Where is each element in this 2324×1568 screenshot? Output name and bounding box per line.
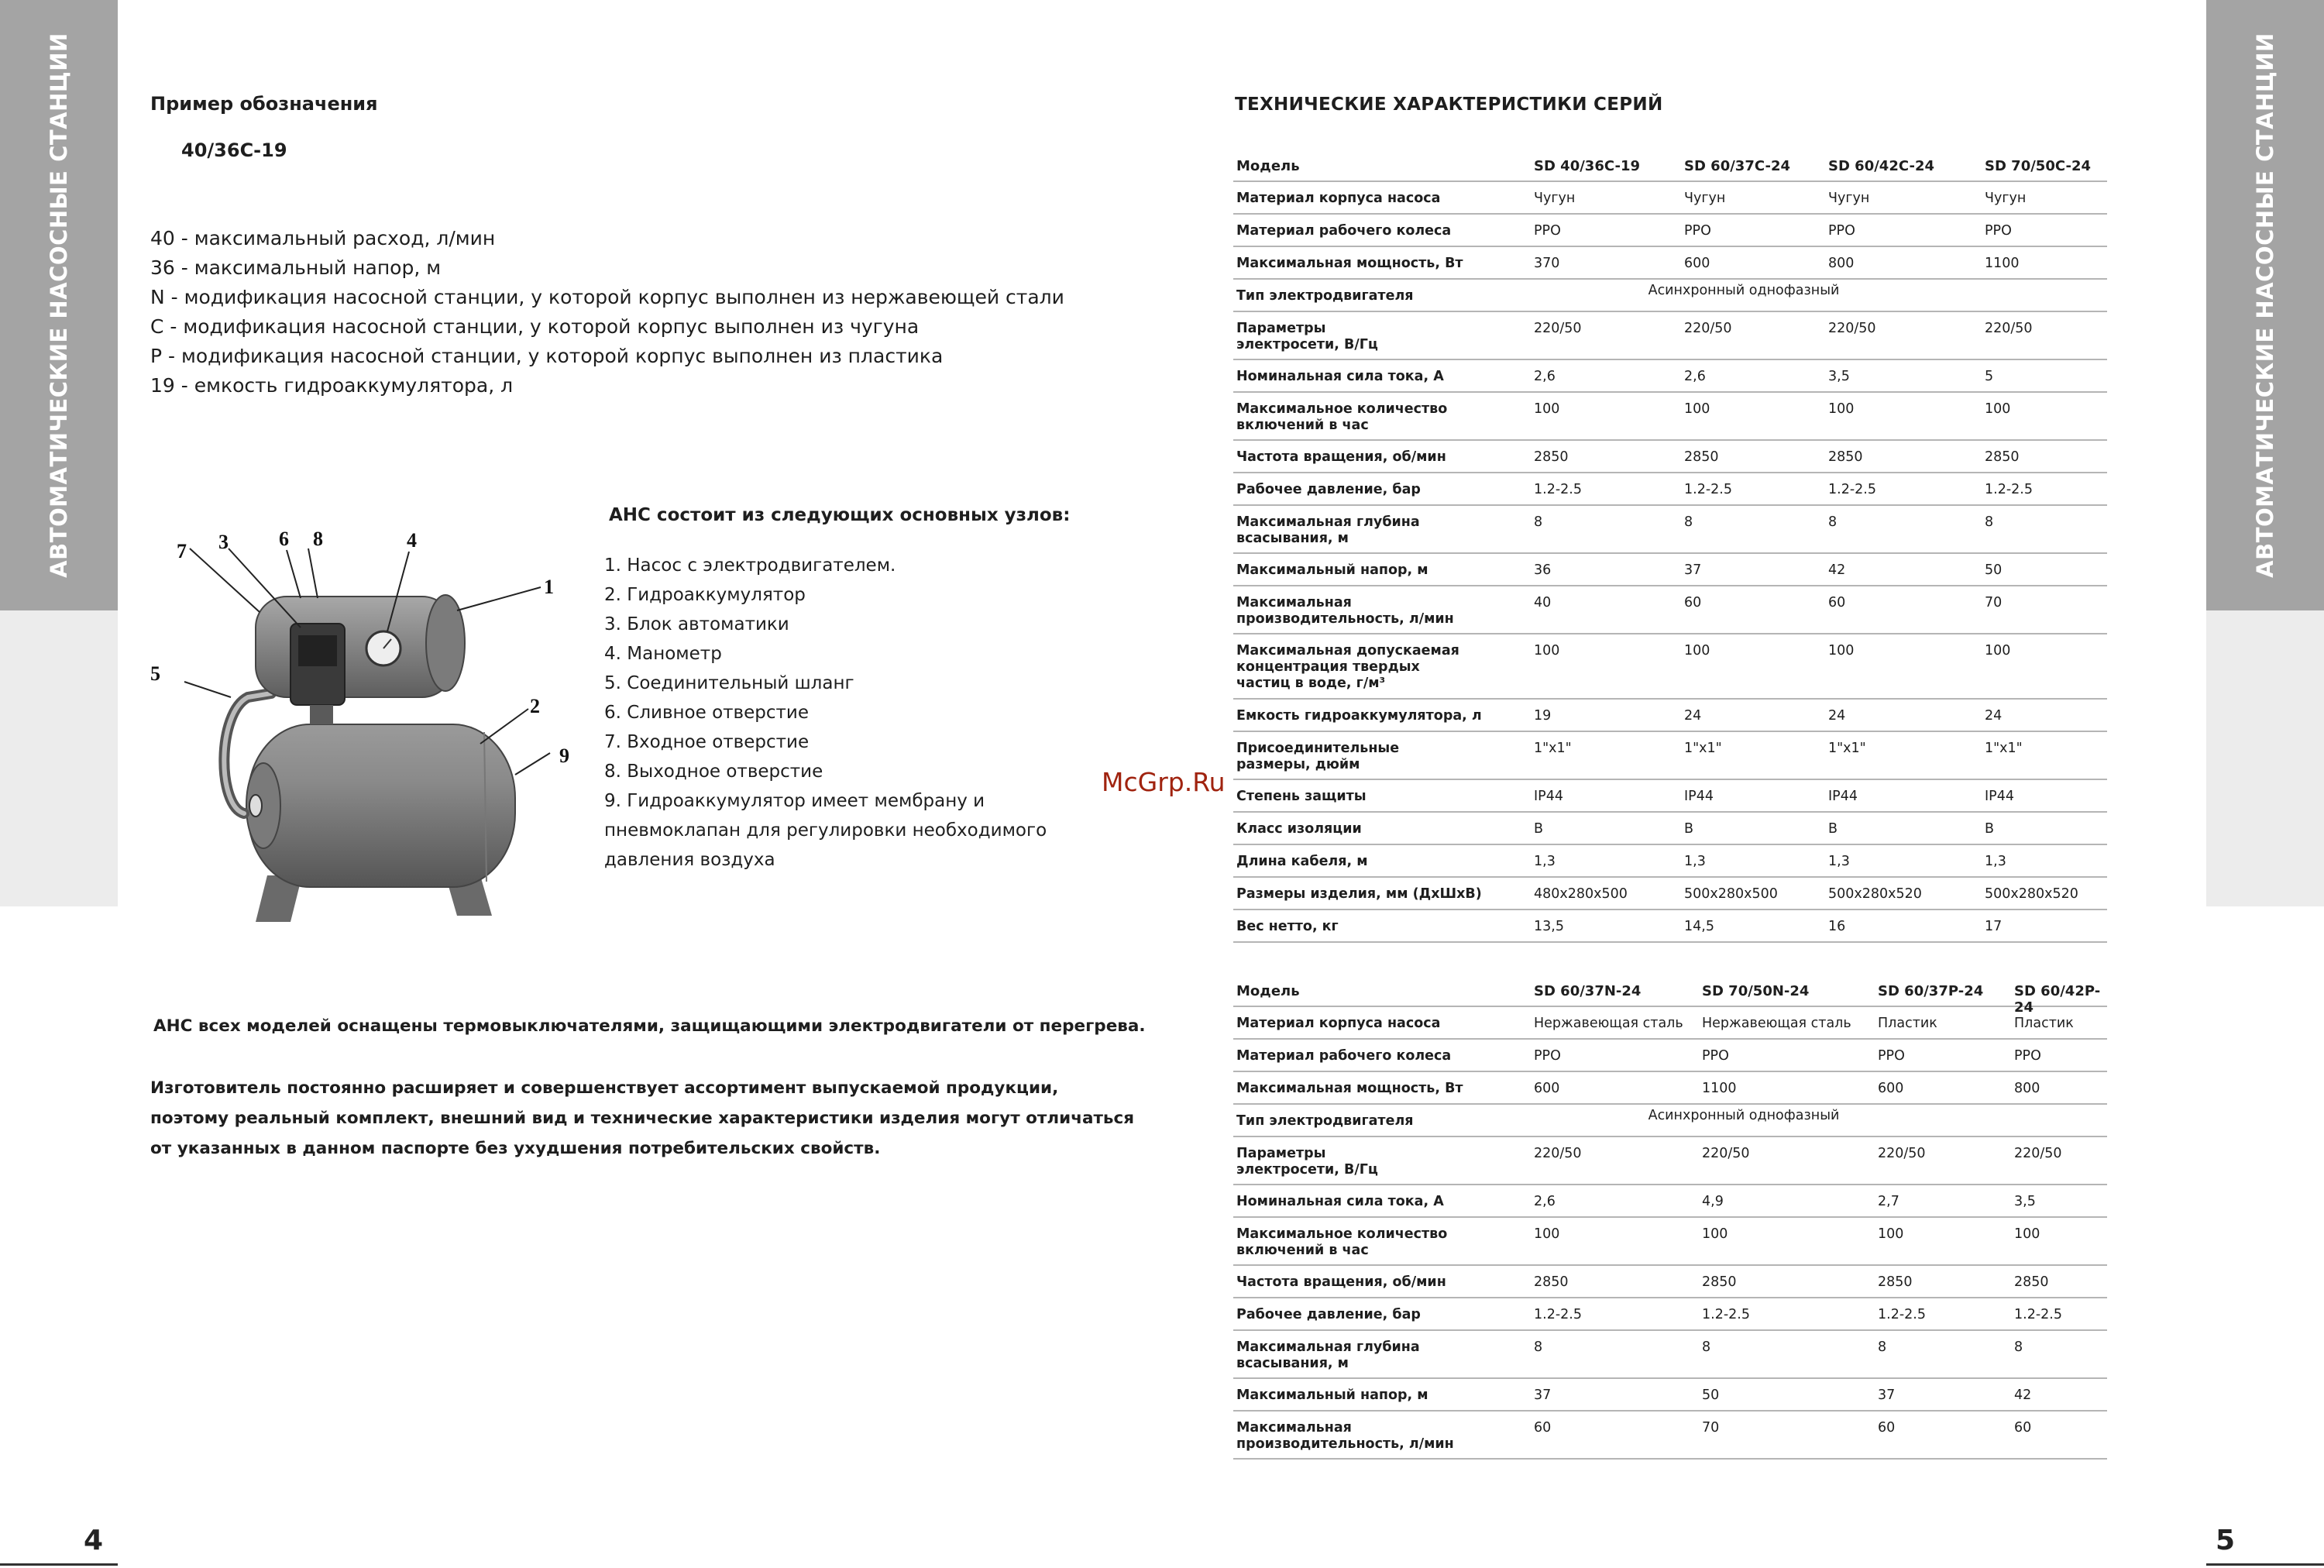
manufacturer-note-line: поэтому реальный комплект, внешний вид и технические характеристики изделия могут отличаться [150, 1109, 1135, 1128]
row-label-line: Номинальная сила тока, А [1236, 1194, 1444, 1209]
row-value: 2850 [1702, 1274, 1737, 1290]
row-value: 8 [1702, 1339, 1711, 1355]
row-value: 2850 [1828, 449, 1863, 465]
pump-station-diagram [132, 511, 581, 945]
row-label [1236, 1048, 1523, 1064]
row-value: 100 [1534, 643, 1560, 658]
row-value: 40 [1534, 595, 1552, 610]
table-row [1233, 1105, 2107, 1137]
row-value: 1"x1" [1985, 741, 2023, 756]
row-label-line: Максимальная [1236, 595, 1352, 610]
row-value: 600 [1684, 256, 1710, 271]
row-value: Чугун [1828, 191, 1870, 206]
table-row [1233, 215, 2107, 247]
row-label-line: Максимальная глубина [1236, 514, 1420, 530]
table-row [1233, 393, 2107, 441]
row-value: 600 [1534, 1081, 1560, 1096]
callout-3: 3 [218, 531, 229, 553]
row-value: 100 [1878, 1226, 1904, 1242]
row-value: PPO [2014, 1048, 2041, 1064]
row-value: PPO [1534, 223, 1561, 239]
row-label-line: Номинальная сила тока, А [1236, 369, 1444, 384]
row-value: 14,5 [1684, 919, 1714, 934]
callout-9: 9 [559, 744, 569, 767]
thermal-protection-note: АНС всех моделей оснащены термовыключателями, защищающими электродвигатели от перегрева. [153, 1016, 1146, 1036]
row-value: 36 [1534, 562, 1552, 578]
row-value: PPO [1878, 1048, 1905, 1064]
row-value: B [1828, 821, 1838, 837]
row-value: 3,5 [1828, 369, 1850, 384]
side-title-left: АВТОМАТИЧЕСКИЕ НАСОСНЫЕ СТАНЦИИ [46, 33, 72, 578]
manufacturer-note-line: от указанных в данном паспорте без ухудшения потребительских свойств. [150, 1139, 881, 1158]
row-label-line: Присоединительные [1236, 741, 1400, 756]
row-value: 2850 [1878, 1274, 1913, 1290]
row-value: 50 [1702, 1387, 1720, 1403]
row-value: 1.2-2.5 [1684, 482, 1732, 497]
table-row [1233, 473, 2107, 506]
row-label-line: Максимальный напор, м [1236, 562, 1428, 578]
row-value: 1100 [1702, 1081, 1737, 1096]
row-label [1236, 1307, 1523, 1323]
row-label [1236, 821, 1523, 837]
model-header: SD 60/42C-24 [1828, 158, 1934, 174]
table-row [1233, 1412, 2107, 1460]
row-value: 8 [1684, 514, 1693, 530]
table-header-row [1233, 150, 2107, 182]
page-rule-left [0, 1563, 118, 1566]
row-value: Чугун [1534, 191, 1576, 206]
row-value: 100 [1534, 1226, 1560, 1242]
row-value: 500x280x500 [1684, 886, 1778, 902]
row-value: 3,5 [2014, 1194, 2036, 1209]
row-value: 42 [1828, 562, 1846, 578]
table-row [1233, 280, 2107, 312]
table-row [1233, 813, 2107, 845]
row-value: 480x280x500 [1534, 886, 1628, 902]
table-row [1233, 312, 2107, 360]
row-label-line: Рабочее давление, бар [1236, 1307, 1421, 1322]
row-value: 1.2-2.5 [1702, 1307, 1750, 1322]
row-label-line: Емкость гидроаккумулятора, л [1236, 708, 1482, 724]
row-value: 1,3 [1985, 854, 2006, 869]
row-value: B [1684, 821, 1694, 837]
row-value: 37 [1684, 562, 1702, 578]
row-label-line: всасывания, м [1236, 1356, 1349, 1371]
row-label-line: Размеры изделия, мм (ДхШхВ) [1236, 886, 1482, 902]
row-label-line: Параметры [1236, 1146, 1326, 1161]
row-value: Нержавеющая сталь [1534, 1016, 1683, 1031]
row-label-line: Тип электродвигателя [1236, 288, 1414, 304]
table-row [1233, 1298, 2107, 1331]
row-value: PPO [1985, 223, 2012, 239]
table-row [1233, 1331, 2107, 1379]
row-label [1236, 1387, 1523, 1404]
table-row [1233, 247, 2107, 280]
row-value: IP44 [1684, 789, 1714, 804]
table-row [1233, 732, 2107, 780]
row-value: 220/50 [2014, 1146, 2062, 1161]
model-header: SD 60/37N-24 [1534, 983, 1642, 999]
row-label-line: Параметры [1236, 321, 1326, 336]
row-value: 500x280x520 [1985, 886, 2078, 902]
table-row [1233, 1072, 2107, 1105]
model-header: SD 70/50C-24 [1985, 158, 2091, 174]
row-label-line: частиц в воде, г/м³ [1236, 676, 1386, 691]
row-value: 100 [1828, 401, 1855, 417]
row-value: 50 [1985, 562, 2003, 578]
row-label [1236, 401, 1523, 434]
row-value: 220/50 [1534, 321, 1582, 336]
callout-1: 1 [544, 576, 554, 598]
table-row [1233, 700, 2107, 732]
row-label [1236, 643, 1523, 692]
table-row [1233, 360, 2107, 393]
row-value: IP44 [1534, 789, 1563, 804]
callout-2: 2 [530, 695, 540, 717]
page-number-right: 5 [2216, 1525, 2236, 1556]
row-label-line: Степень защиты [1236, 789, 1367, 804]
row-value: 220/50 [1684, 321, 1732, 336]
row-label [1236, 1016, 1523, 1032]
row-label [1236, 1339, 1523, 1372]
left-title-strip [0, 0, 118, 610]
parts-title: АНС состоит из следующих основных узлов: [609, 505, 1071, 525]
row-value: B [1534, 821, 1544, 837]
row-label [1236, 1146, 1523, 1178]
row-value: 1100 [1985, 256, 2020, 271]
row-label-line: производительность, л/мин [1236, 611, 1454, 627]
row-value: 17 [1985, 919, 2003, 934]
parts-item: 1. Насос с электродвигателем. [604, 555, 896, 576]
callout-4: 4 [407, 529, 417, 552]
designation-line: 40 - максимальный расход, л/мин [150, 227, 496, 249]
row-value: 70 [1702, 1420, 1720, 1436]
parts-item: давления воздуха [604, 850, 775, 870]
model-header: SD 60/37C-24 [1684, 158, 1790, 174]
table-row [1233, 1266, 2107, 1298]
row-label-line: Максимальная глубина [1236, 1339, 1420, 1355]
row-value: 100 [1985, 401, 2011, 417]
row-label [1236, 449, 1523, 466]
manufacturer-note [150, 1073, 1134, 1164]
row-value: 60 [2014, 1420, 2032, 1436]
row-value: 1,3 [1684, 854, 1706, 869]
parts-item: 7. Входное отверстие [604, 732, 810, 752]
row-label [1236, 1420, 1523, 1453]
row-value-span: Асинхронный однофазный [1648, 283, 1840, 298]
row-value: 220/50 [1878, 1146, 1926, 1161]
table-row [1233, 780, 2107, 813]
row-value: 800 [1828, 256, 1855, 271]
callout-5: 5 [150, 662, 160, 685]
row-value: 70 [1985, 595, 2003, 610]
row-label-line: Рабочее давление, бар [1236, 482, 1421, 497]
row-value: 1.2-2.5 [1985, 482, 2033, 497]
row-value: 60 [1828, 595, 1846, 610]
row-value: 1.2-2.5 [2014, 1307, 2062, 1322]
table-row [1233, 1007, 2107, 1040]
row-value: 2,6 [1534, 1194, 1556, 1209]
row-label [1236, 514, 1523, 547]
row-label-line: Максимальный напор, м [1236, 1387, 1428, 1403]
row-label [1236, 595, 1523, 628]
row-value: 1"x1" [1684, 741, 1722, 756]
row-value: 8 [1878, 1339, 1887, 1355]
row-value: 1"x1" [1534, 741, 1572, 756]
row-value: 37 [1534, 1387, 1552, 1403]
row-value: 2850 [1985, 449, 2020, 465]
row-label [1236, 741, 1523, 773]
table-row [1233, 910, 2107, 943]
table-row [1233, 182, 2107, 215]
row-value: PPO [1702, 1048, 1729, 1064]
row-label-line: Частота вращения, об/мин [1236, 449, 1446, 465]
row-value: 220/50 [1828, 321, 1876, 336]
row-label [1236, 191, 1523, 207]
table-row [1233, 1379, 2107, 1412]
parts-item: 2. Гидроаккумулятор [604, 585, 806, 605]
table-row [1233, 1137, 2107, 1185]
row-value: PPO [1534, 1048, 1561, 1064]
callout-8: 8 [313, 528, 323, 550]
table-row [1233, 845, 2107, 878]
table-row [1233, 506, 2107, 554]
parts-item: 3. Блок автоматики [604, 614, 789, 634]
row-value: 5 [1985, 369, 1994, 384]
parts-item: 4. Манометр [604, 644, 722, 664]
row-label-line: Тип электродвигателя [1236, 1113, 1414, 1129]
row-value: 2850 [1534, 449, 1569, 465]
page-number-left: 4 [84, 1525, 104, 1556]
header-label: Модель [1236, 158, 1300, 174]
parts-item: 5. Соединительный шланг [604, 673, 854, 693]
row-label [1236, 321, 1523, 353]
row-label [1236, 919, 1523, 935]
row-value: 24 [1684, 708, 1702, 724]
right-title-strip [2206, 0, 2324, 610]
row-value: 100 [2014, 1226, 2040, 1242]
row-value: Чугун [1985, 191, 2027, 206]
left-margin-band [0, 0, 118, 906]
row-value: 1.2-2.5 [1828, 482, 1876, 497]
row-value: 600 [1878, 1081, 1904, 1096]
row-value: 13,5 [1534, 919, 1564, 934]
table-row [1233, 634, 2107, 700]
row-value: Пластик [2014, 1016, 2074, 1031]
spec-table-cast-iron [1233, 150, 2107, 943]
parts-list [604, 551, 1047, 875]
spec-table-steel-plastic [1233, 975, 2107, 1460]
row-value: 2,7 [1878, 1194, 1899, 1209]
row-label [1236, 886, 1523, 903]
row-value: IP44 [1985, 789, 2014, 804]
table-row [1233, 1040, 2107, 1072]
row-value-span: Асинхронный однофазный [1648, 1108, 1840, 1123]
callout-7: 7 [177, 540, 187, 562]
row-value: 800 [2014, 1081, 2040, 1096]
row-value: 220/50 [1702, 1146, 1750, 1161]
row-value: 60 [1534, 1420, 1552, 1436]
row-label-line: Материал корпуса насоса [1236, 191, 1441, 206]
row-label-line: Класс изоляции [1236, 821, 1362, 837]
row-label [1236, 789, 1523, 805]
row-label [1236, 223, 1523, 239]
parts-item: 8. Выходное отверстие [604, 762, 823, 782]
designation-code: 40/36С-19 [181, 139, 287, 161]
row-label [1236, 482, 1523, 498]
row-label-line: Материал рабочего колеса [1236, 223, 1452, 239]
page-rule-right [2206, 1563, 2324, 1566]
row-label-line: включений в час [1236, 418, 1369, 433]
row-value: 370 [1534, 256, 1560, 271]
table-header-row [1233, 975, 2107, 1016]
designation-line: 19 - емкость гидроаккумулятора, л [150, 374, 514, 397]
row-label-line: Максимальная мощность, Вт [1236, 1081, 1463, 1096]
parts-item: 9. Гидроаккумулятор имеет мембрану и [604, 791, 985, 811]
row-value: 100 [1684, 643, 1710, 658]
spec-title: ТЕХНИЧЕСКИЕ ХАРАКТЕРИСТИКИ СЕРИЙ [1235, 95, 1663, 115]
row-value: B [1985, 821, 1995, 837]
row-value: 2850 [1684, 449, 1719, 465]
manufacturer-note-line: Изготовитель постоянно расширяет и совершенствует ассортимент выпускаемой продукции, [150, 1078, 1059, 1098]
table-row [1233, 441, 2107, 473]
row-value: 8 [1828, 514, 1838, 530]
row-value: 4,9 [1702, 1194, 1724, 1209]
row-value: 2,6 [1534, 369, 1556, 384]
row-label [1236, 708, 1523, 724]
row-value: 60 [1684, 595, 1702, 610]
row-label-line: Частота вращения, об/мин [1236, 1274, 1446, 1290]
row-label [1236, 1226, 1523, 1259]
row-label-line: размеры, дюйм [1236, 757, 1360, 772]
row-label-line: Материал рабочего колеса [1236, 1048, 1452, 1064]
watermark: McGrp.Ru [1102, 767, 1226, 797]
designation-line: N - модификация насосной станции, у которой корпус выполнен из нержавеющей стали [150, 286, 1064, 308]
row-label-line: Длина кабеля, м [1236, 854, 1368, 869]
row-value: Нержавеющая сталь [1702, 1016, 1851, 1031]
designation-line: С - модификация насосной станции, у которой корпус выполнен из чугуна [150, 315, 920, 338]
row-value: 37 [1878, 1387, 1896, 1403]
row-label [1236, 1194, 1523, 1210]
model-header: SD 60/42P-24 [2014, 983, 2101, 1016]
row-value: 8 [1985, 514, 1994, 530]
designation-legend [150, 224, 1064, 401]
table-row [1233, 554, 2107, 586]
row-value: 100 [1702, 1226, 1728, 1242]
row-label-line: Вес нетто, кг [1236, 919, 1339, 934]
row-label-line: электросети, В/Гц [1236, 337, 1378, 352]
row-value: 1.2-2.5 [1534, 1307, 1582, 1322]
row-label-line: концентрация твердых [1236, 659, 1420, 675]
row-value: 19 [1534, 708, 1552, 724]
header-label: Модель [1236, 983, 1300, 999]
row-value: 8 [1534, 1339, 1543, 1355]
row-value: 8 [2014, 1339, 2023, 1355]
row-value: PPO [1684, 223, 1711, 239]
row-value: 2850 [2014, 1274, 2049, 1290]
row-label-line: Максимальная допускаемая [1236, 643, 1459, 658]
row-label-line: всасывания, м [1236, 531, 1349, 546]
row-label [1236, 1274, 1523, 1291]
row-value: 1,3 [1828, 854, 1850, 869]
row-value: 1.2-2.5 [1534, 482, 1582, 497]
side-title-right: АВТОМАТИЧЕСКИЕ НАСОСНЫЕ СТАНЦИИ [2252, 33, 2278, 578]
row-value: Чугун [1684, 191, 1726, 206]
row-value: 1.2-2.5 [1878, 1307, 1926, 1322]
row-label-line: Максимальная мощность, Вт [1236, 256, 1463, 271]
designation-line: P - модификация насосной станции, у которой корпус выполнен из пластика [150, 345, 944, 367]
callout-6: 6 [279, 528, 289, 550]
row-value: 500x280x520 [1828, 886, 1922, 902]
designation-line: 36 - максимальный напор, м [150, 256, 442, 279]
row-value: 60 [1878, 1420, 1896, 1436]
model-header: SD 70/50N-24 [1702, 983, 1810, 999]
row-label-line: Максимальная [1236, 1420, 1352, 1436]
row-label [1236, 854, 1523, 870]
row-label [1236, 1081, 1523, 1097]
right-margin-band [2206, 0, 2324, 906]
row-value: 100 [1985, 643, 2011, 658]
table-row [1233, 586, 2107, 634]
row-value: 100 [1684, 401, 1710, 417]
table-row [1233, 878, 2107, 910]
row-value: 16 [1828, 919, 1846, 934]
row-label-line: включений в час [1236, 1243, 1369, 1258]
row-value: 220/50 [1534, 1146, 1582, 1161]
row-value: 42 [2014, 1387, 2032, 1403]
row-value: 100 [1534, 401, 1560, 417]
table-row [1233, 1185, 2107, 1218]
designation-title: Пример обозначения [150, 93, 378, 115]
row-value: 1"x1" [1828, 741, 1866, 756]
row-value: Пластик [1878, 1016, 1937, 1031]
row-label-line: Материал корпуса насоса [1236, 1016, 1441, 1031]
row-value: PPO [1828, 223, 1855, 239]
row-label-line: Максимальное количество [1236, 401, 1448, 417]
row-label [1236, 256, 1523, 272]
model-header: SD 40/36C-19 [1534, 158, 1640, 174]
hydro-accumulator-tank [248, 724, 515, 887]
row-value: 2850 [1534, 1274, 1569, 1290]
row-value: 24 [1985, 708, 2003, 724]
parts-item: пневмоклапан для регулировки необходимого [604, 820, 1047, 841]
row-value: 220/50 [1985, 321, 2033, 336]
row-value: 8 [1534, 514, 1543, 530]
model-header: SD 60/37P-24 [1878, 983, 1984, 999]
table-row [1233, 1218, 2107, 1266]
row-value: IP44 [1828, 789, 1858, 804]
parts-item: 6. Сливное отверстие [604, 703, 810, 723]
row-value: 100 [1828, 643, 1855, 658]
row-value: 1,3 [1534, 854, 1556, 869]
row-value: 24 [1828, 708, 1846, 724]
row-value: 2,6 [1684, 369, 1706, 384]
row-label-line: производительность, л/мин [1236, 1436, 1454, 1452]
row-label [1236, 369, 1523, 385]
row-label [1236, 562, 1523, 579]
row-label-line: Максимальное количество [1236, 1226, 1448, 1242]
row-label-line: электросети, В/Гц [1236, 1162, 1378, 1178]
